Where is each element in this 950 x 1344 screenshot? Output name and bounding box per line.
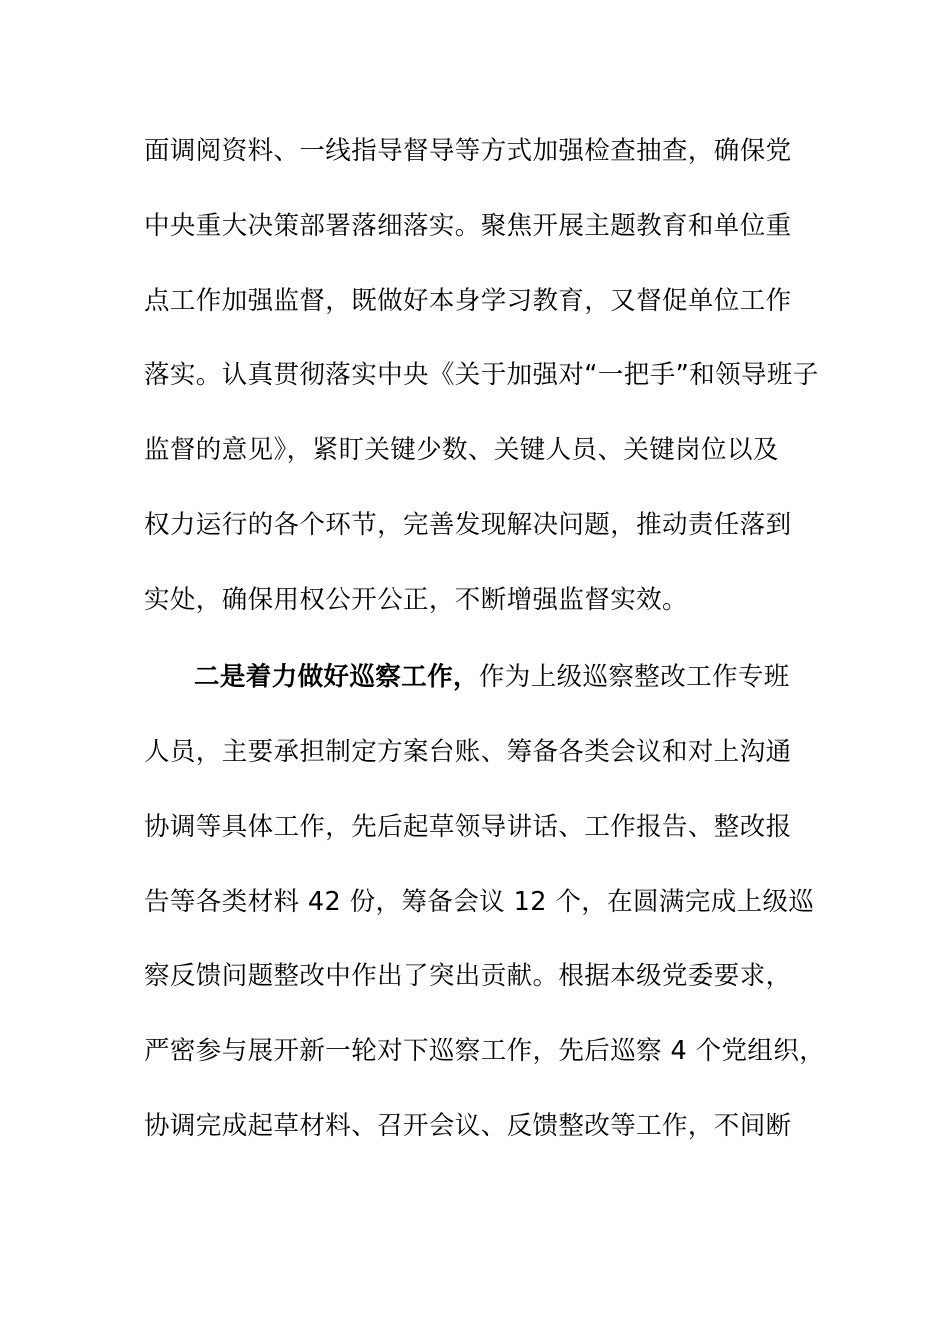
paragraph-2-line-7: 协调完成起草材料、召开会议、反馈整改等工作，不间断 (144, 1111, 792, 1141)
paragraph-1-line-1: 面调阅资料、一线指导督导等方式加强检查抽查，确保党 (144, 136, 792, 166)
paragraph-2-line-3: 协调等具体工作，先后起草领导讲话、工作报告、整改报 (144, 812, 792, 842)
paragraph-2-line-1-text: 作为上级巡察整改工作专班 (478, 662, 790, 692)
paragraph-1-line-2: 中央重大决策部署落细落实。聚焦开展主题教育和单位重 (144, 211, 792, 241)
paragraph-1-line-6: 权力运行的各个环节，完善发现解决问题，推动责任落到 (144, 510, 792, 540)
paragraph-1-line-7: 实处，确保用权公开公正，不断增强监督实效。 (144, 585, 688, 615)
paragraph-1-line-3: 点工作加强监督，既做好本身学习教育，又督促单位工作 (144, 286, 792, 316)
paragraph-2-line-4: 告等各类材料 42 份，筹备会议 12 个，在圆满完成上级巡 (144, 887, 815, 917)
paragraph-1-line-5: 监督的意见》，紧盯关键少数、关键人员、关键岗位以及 (144, 435, 779, 465)
paragraph-2-heading: 二是着力做好巡察工作， (194, 662, 479, 692)
paragraph-1-line-4: 落实。认真贯彻落实中央《关于加强对“一把手”和领导班子 (144, 360, 819, 390)
paragraph-2-line-2: 人员，主要承担制定方案台账、筹备各类会议和对上沟通 (144, 737, 792, 767)
paragraph-2-line-6: 严密参与展开新一轮对下巡察工作，先后巡察 4 个党组织， (144, 1036, 826, 1066)
paragraph-2-line-5: 察反馈问题整改中作出了突出贡献。根据本级党委要求， (144, 961, 792, 991)
paragraph-2-line-1 (194, 657, 844, 697)
